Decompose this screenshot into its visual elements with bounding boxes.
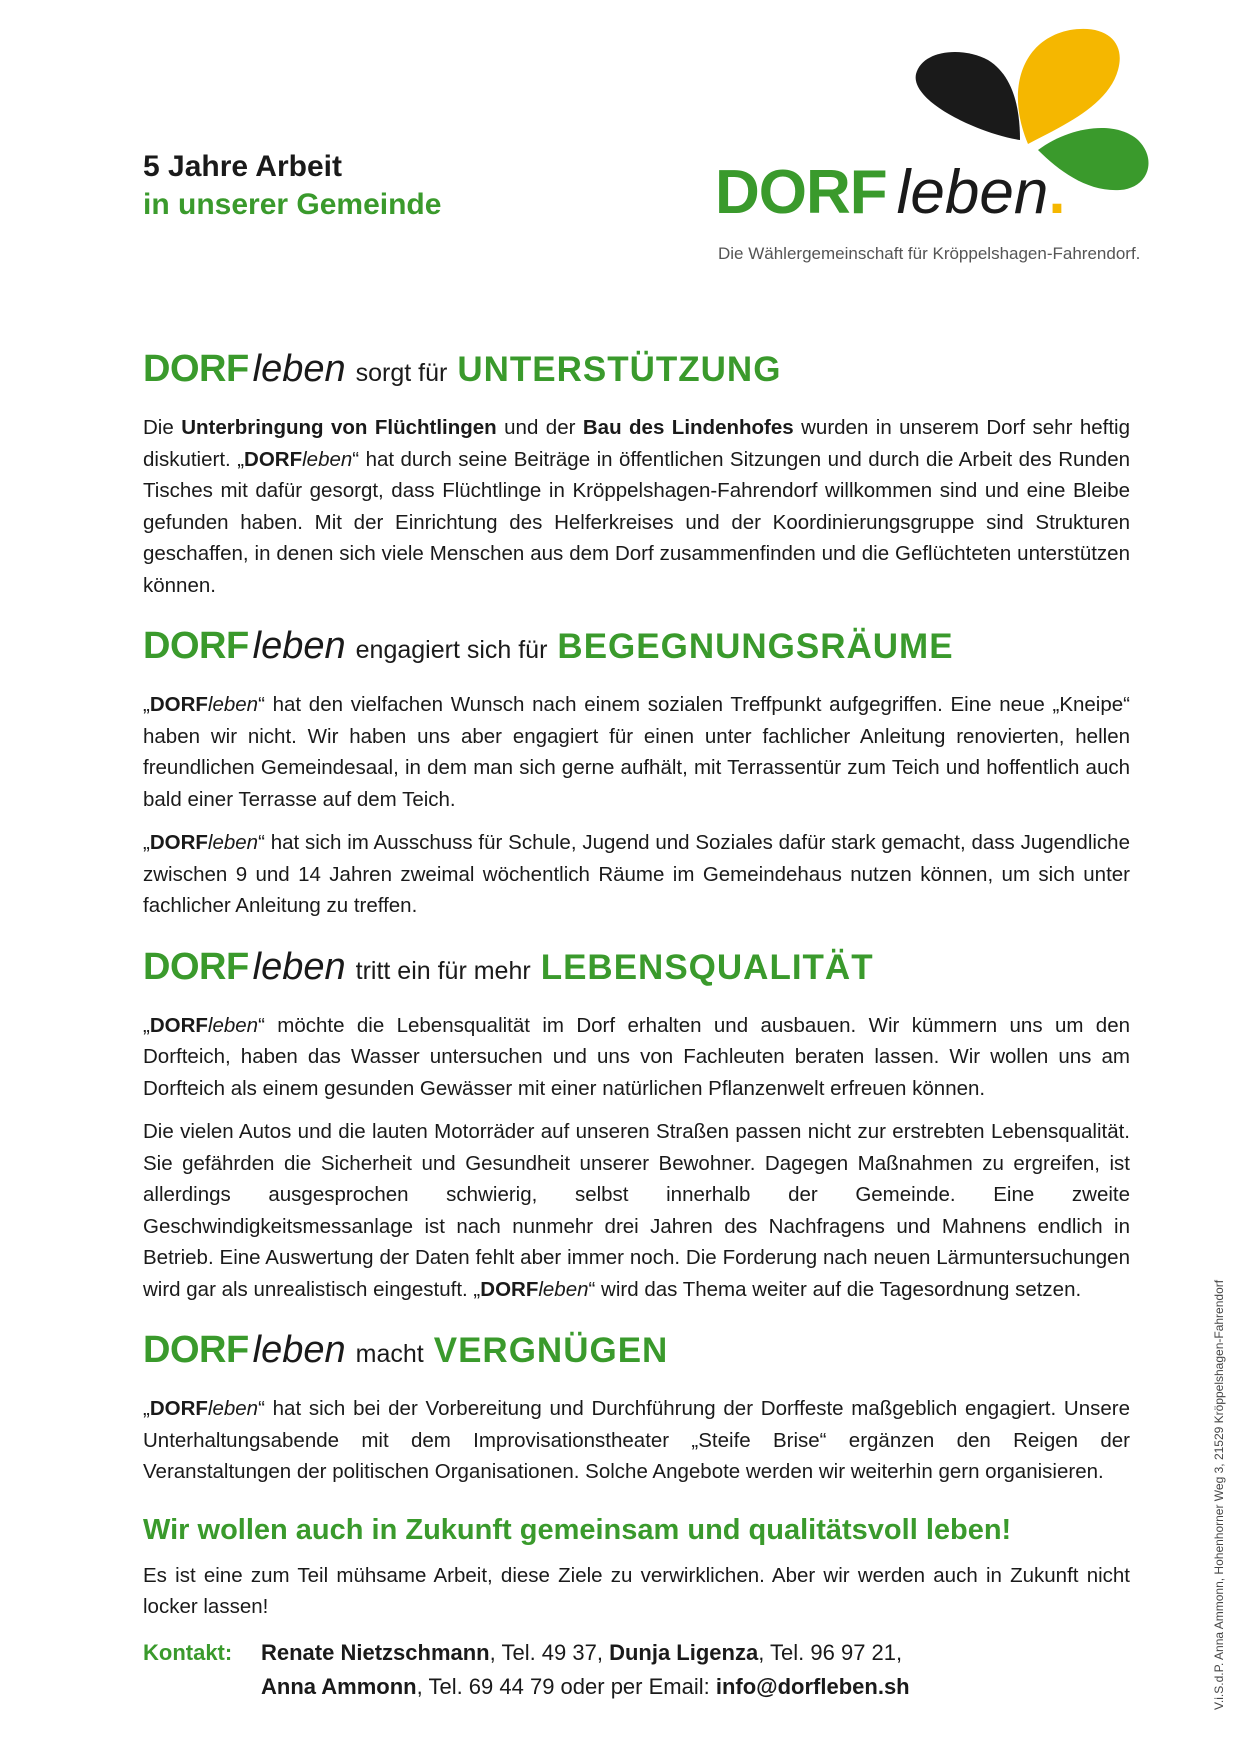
section-heading [143, 346, 1130, 400]
main-content [143, 346, 1130, 1635]
section-paragraph: „DORFleben“ hat den vielfachen Wunsch nach einem sozialen Treffpunkt aufgegriffen. Eine neue „Kneipe“ haben wir nicht. Wir haben uns aber engagiert für einen unter fachlicher Anleitung renovierten, hellen freundlichen Gemeindesaal, in dem man sich gerne aufhält, mit Terrassentür zum Teich und hoffentlich auch bald einer Terrasse auf dem Teich. [143, 693, 1130, 811]
section-heading [143, 623, 1130, 677]
section-verb: macht [355, 1340, 424, 1368]
section-paragraph: „DORFleben“ hat sich bei der Vorbereitung und Durchführung der Dorffeste maßgeblich engagiert. Unsere Unterhaltungsabende mit dem Improvisationstheater „Steife Brise“ ergänzen den Reigen der Veranstaltungen der politischen Organisationen. Solche Angebote werden wir weiterhin gern organisieren. [143, 1397, 1130, 1483]
section-paragraph: Die vielen Autos und die lauten Motorräder auf unseren Straßen passen nicht zur erstrebten Lebensqualität. Sie gefährden die Sicherheit und Gesundheit unserer Bewohner. Dagegen Maßnahmen zu ergreifen, ist allerdings ausgesprochen schwierig, selbst innerhalb der Gemeinde. Eine zweite Geschwindigkeitsmessanlage ist nach nunmehr drei Jahren des Nachfragens und Mahnens endlich in Betrieb. Eine Auswertung der Daten fehlt aber immer noch. Die Forderung nach neuen Lärmuntersuchungen wird gar als unrealistisch eingestuft. „DORFleben“ wird das Thema weiter auf die Tagesordnung setzen. [143, 1120, 1130, 1301]
contact-line-1: Renate Nietzschmann, Tel. 49 37, Dunja Ligenza, Tel. 96 97 21, [261, 1640, 903, 1665]
section-4 [143, 1327, 1130, 1488]
section-3 [143, 944, 1130, 1306]
section-2 [143, 623, 1130, 922]
section-heading [143, 944, 1130, 998]
logo-dot: . [1048, 158, 1066, 227]
contact-block [143, 1636, 910, 1704]
logo-tagline: Die Wählergemeinschaft für Kröppelshagen-Fahrendorf. [718, 244, 1141, 263]
section-topic: UNTERSTÜTZUNG [457, 350, 782, 389]
header-line-1: 5 Jahre Arbeit [143, 150, 342, 183]
section-paragraph: „DORFleben“ möchte die Lebensqualität im Dorf erhalten und ausbauen. Wir kümmern uns um den Dorfteich, haben das Wasser untersuchen und uns von Fachleuten beraten lassen. Wir wollen uns am Dorfteich als einem gesunden Gewässer mit einer natürlichen Pflanzenwelt erfreuen können. [143, 1013, 1130, 1100]
brand-leben: leben [252, 625, 346, 667]
section-verb: engagiert sich für [355, 636, 548, 664]
section-topic: BEGEGNUNGSRÄUME [557, 627, 954, 666]
closing-text: Es ist eine zum Teil mühsame Arbeit, diese Ziele zu verwirklichen. Aber wir werden auch in Zukunft nicht locker lassen! [143, 1563, 1130, 1618]
logo-word-dorf: DORF [715, 158, 887, 227]
section-heading [143, 1327, 1130, 1381]
logo-black-drop [916, 52, 1020, 140]
brand-leben: leben [252, 945, 346, 988]
closing-heading: Wir wollen auch in Zukunft gemeinsam und qualitätsvoll leben! [143, 1513, 1012, 1546]
imprint-vertical: V.i.S.d.P. Anna Ammonn, Hohenhorner Weg 3, 21529 Kröppelshagen-Fahrendorf [1212, 1279, 1226, 1710]
section-1 [143, 346, 1130, 601]
contact-label: Kontakt: [143, 1640, 233, 1665]
contact-line-2: Anna Ammonn, Tel. 69 44 79 oder per Email: info@dorfleben.sh [261, 1674, 910, 1699]
header-line-2: in unserer Gemeinde [143, 188, 442, 221]
section-verb: sorgt für [355, 359, 448, 387]
section-paragraph: Die Unterbringung von Flüchtlingen und der Bau des Lindenhofes wurden in unserem Dorf sehr heftig diskutiert. „DORFleben“ hat durch seine Beiträge in öffentlichen Sitzungen und durch die Arbeit des Runden Tisches mit dafür gesorgt, dass Flüchtlinge in Kröppelshagen-Fahrendorf willkommen sind und eine Bleibe gefunden haben. Mit der Einrichtung des Helferkreises und der Koordinierungsgruppe sind Strukturen geschaffen, in denen sich viele Menschen aus dem Dorf zusammenfinden und die Geflüchteten unterstützen können. [143, 416, 1131, 597]
logo-wordmark [715, 158, 1066, 228]
section-topic: LEBENSQUALITÄT [540, 947, 874, 987]
brand-dorf: DORF [143, 1329, 249, 1371]
brand-dorf: DORF [143, 625, 249, 667]
header-title-block [143, 148, 441, 224]
section-topic: VERGNÜGEN [433, 1331, 669, 1370]
section-verb: tritt ein für mehr [355, 956, 531, 985]
logo-yellow-drop [1018, 29, 1120, 144]
brand-leben: leben [252, 348, 346, 390]
brand-dorf: DORF [143, 348, 249, 390]
logo-word-leben: leben [896, 158, 1049, 227]
brand-leben: leben [252, 1329, 346, 1371]
section-paragraph: „DORFleben“ hat sich im Ausschuss für Schule, Jugend und Soziales dafür stark gemacht, dass Jugendliche zwischen 9 und 14 Jahren zweimal wöchentlich Räume im Gemeindehaus nutzen können, um sich unter fachlicher Anleitung zu treffen. [143, 831, 1130, 917]
brand-dorf: DORF [143, 945, 249, 988]
